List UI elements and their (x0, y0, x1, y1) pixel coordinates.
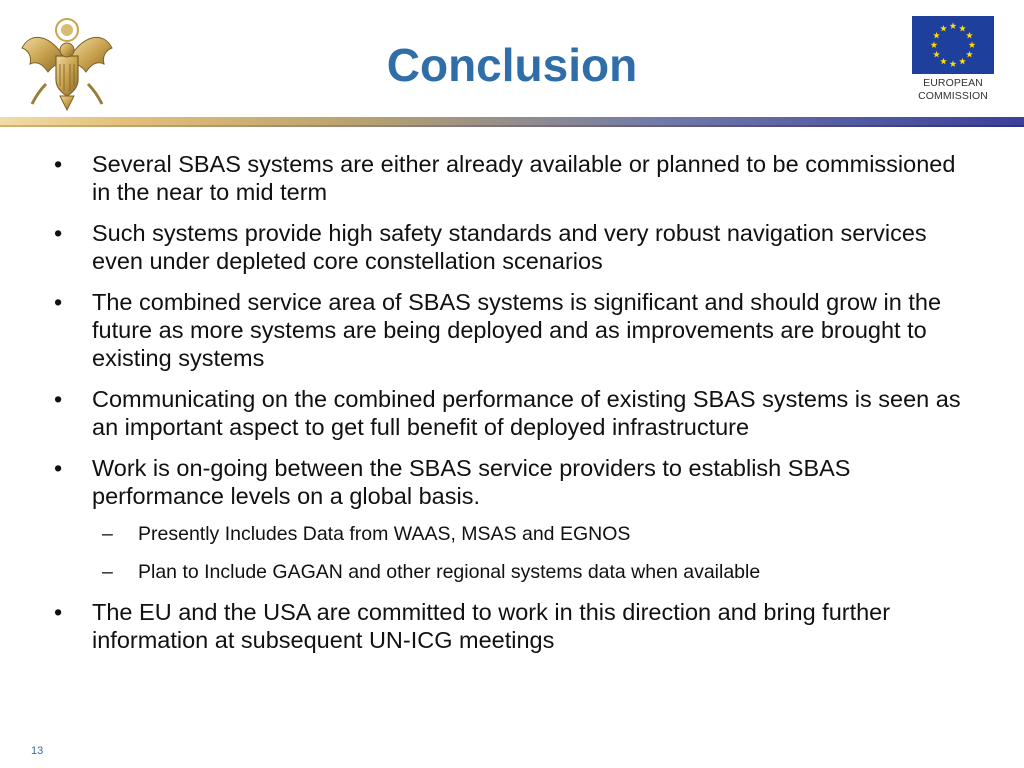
sub-bullet-marker: – (102, 523, 113, 545)
eu-star-icon (966, 51, 973, 58)
sub-bullet-item (92, 522, 972, 546)
slide-title: Conclusion (386, 39, 638, 91)
header-divider (0, 117, 1024, 127)
bullet-marker: • (54, 220, 63, 246)
bullet-item (52, 454, 972, 584)
bullet-marker: • (54, 386, 63, 412)
bullet-text: Work is on-going between the SBAS service providers to establish SBAS performance levels on a global basis. (92, 455, 851, 509)
eu-star-icon (966, 32, 973, 39)
eu-text-line2: COMMISSION (918, 90, 988, 102)
sub-bullet-text: Presently Includes Data from WAAS, MSAS and EGNOS (138, 523, 631, 545)
bullet-marker: • (54, 151, 63, 177)
bullet-text: The EU and the USA are committed to work in this direction and bring further information at subsequent UN-ICG meetings (92, 599, 891, 653)
eu-star-icon (959, 25, 966, 32)
sub-bullet-list (92, 522, 972, 584)
eu-star-icon (940, 25, 947, 32)
bullet-marker: • (54, 289, 63, 315)
bullet-text: Communicating on the combined performance of existing SBAS systems is seen as an important aspect to get full benefit of deployed infrastructure (92, 386, 961, 440)
bullet-marker: • (54, 599, 63, 625)
eu-star-icon (969, 41, 976, 48)
eu-logo (912, 16, 994, 103)
eu-star-icon (959, 58, 966, 65)
eu-star-icon (933, 32, 940, 39)
eu-star-icon (940, 58, 947, 65)
bullet-text: The combined service area of SBAS systems is significant and should grow in the future as more systems are being deployed and as improvements are brought to existing systems (92, 289, 942, 371)
eu-star-icon (933, 51, 940, 58)
sub-bullet-item (92, 560, 972, 584)
bullet-text: Several SBAS systems are either already available or planned to be commissioned in the near to mid term (92, 151, 956, 205)
bullet-item (52, 598, 972, 654)
eu-flag-icon (912, 16, 994, 74)
bullet-item (52, 385, 972, 441)
bullet-item (52, 288, 972, 372)
eu-star-icon (950, 22, 957, 29)
bullet-list (52, 150, 972, 667)
eu-star-icon (931, 41, 938, 48)
eu-commission-label (912, 77, 994, 103)
bullet-text: Such systems provide high safety standards and very robust navigation services even under depleted core constellation scenarios (92, 220, 927, 274)
page-number: 13 (31, 745, 44, 757)
eu-star-icon (950, 60, 957, 67)
eu-text-line1: EUROPEAN (923, 77, 983, 89)
sub-bullet-text: Plan to Include GAGAN and other regional systems data when available (138, 561, 761, 583)
sub-bullet-marker: – (102, 561, 113, 583)
bullet-item (52, 150, 972, 206)
bullet-item (52, 219, 972, 275)
bullet-marker: • (54, 455, 63, 481)
